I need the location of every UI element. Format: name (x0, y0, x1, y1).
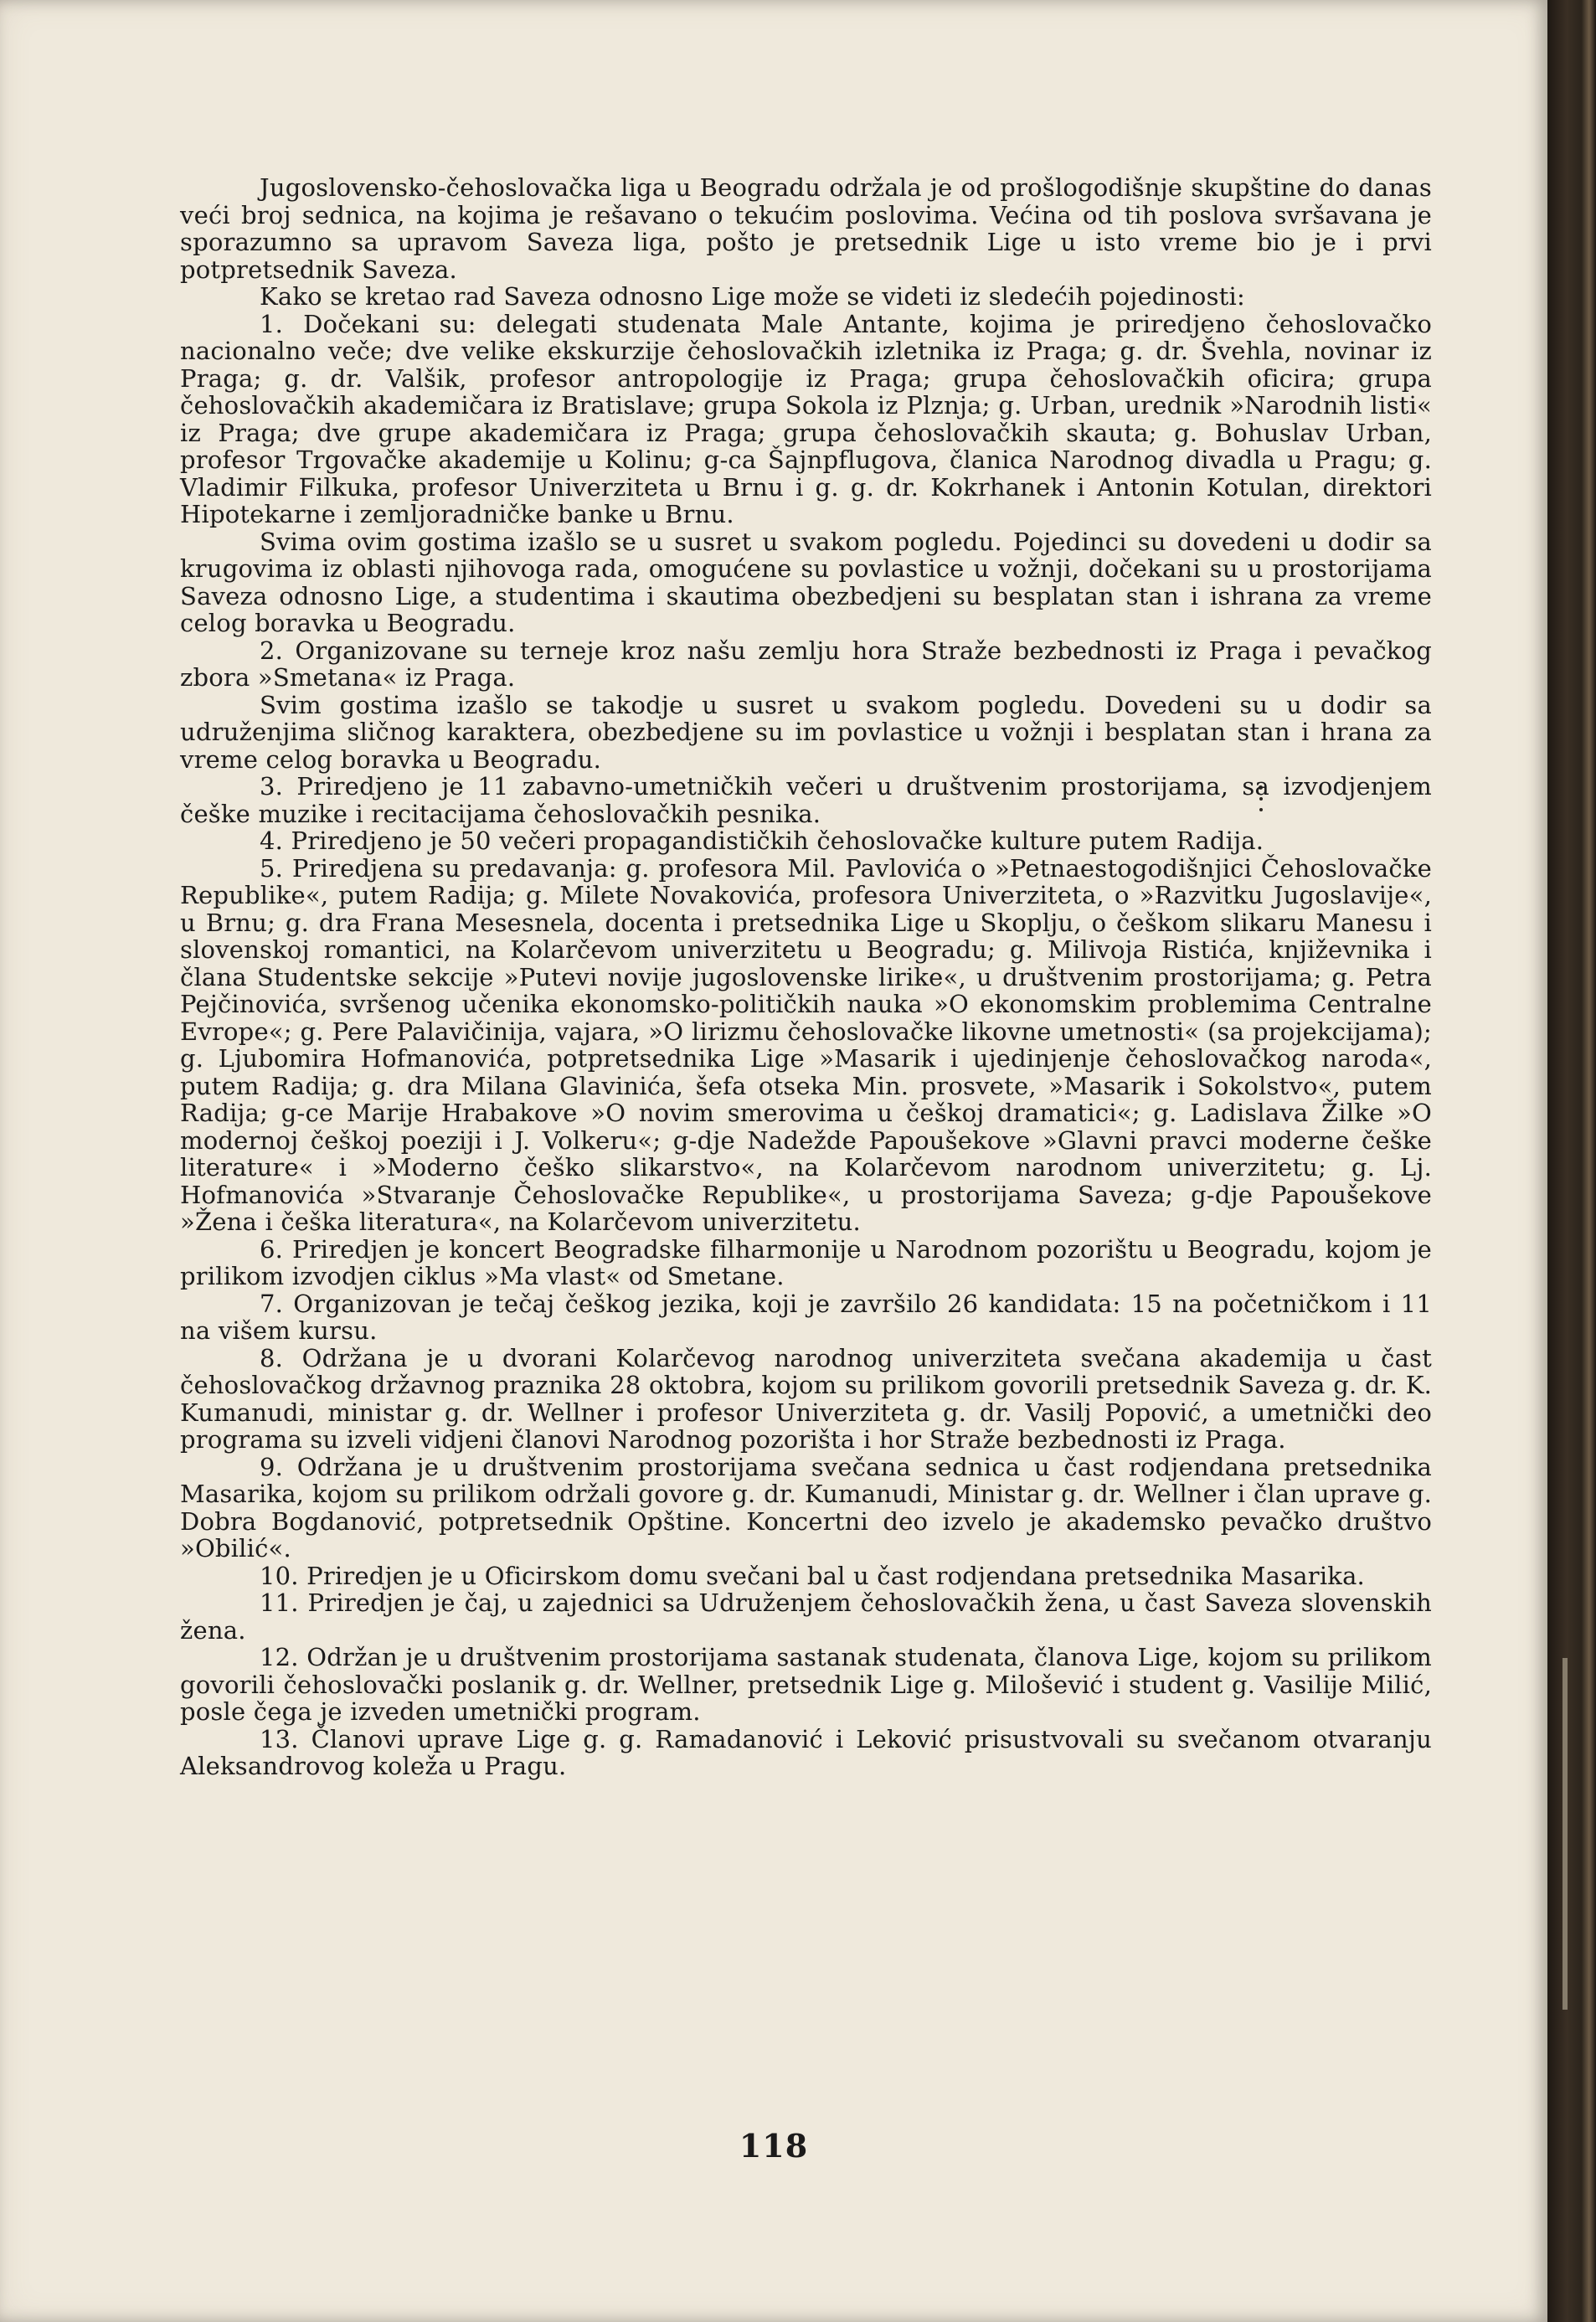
paragraph: 1. Dočekani su: delegati studenata Male Antante, kojima je priredjeno čehoslovačko nacionalno veče; dve velike ekskurzije čehoslovačkih izletnika iz Praga; g. dr. Švehla, novinar iz Praga; g. dr. Valšik, profesor antropologije iz Praga; grupa čehoslovačkih oficira; grupa čehoslovačkih akademičara iz Bratislave; grupa Sokola iz Plznja; g. Urban, urednik »Narodnih listi« iz Praga; dve grupe akademičara iz Praga; grupa čehoslovačkih skauta; g. Bohuslav Urban, profesor Trgovačke akademije u Kolinu; g-ca Šajnpflugova, članica Narodnog divadla u Pragu; g. Vladimir Filkuka, profesor Univerziteta u Brnu i g. g. dr. Kokrhanek i Antonin Kotulan, direktori Hipotekarne i zemljoradničke banke u Brnu. (180, 309, 1432, 528)
paragraph: Jugoslovensko-čehoslovačka liga u Beogradu održala je od prošlogodišnje skupštine do danas veći broj sednica, na kojima je rešavano o tekućim poslovima. Većina od tih poslova svršavana je sporazumno sa upravom Saveza liga, pošto je pretsednik Lige u isto vreme bio je i prvi potpretsednik Saveza. (180, 173, 1432, 284)
paragraph: 8. Održana je u dvorani Kolarčevog narodnog univerziteta svečana akademija u čast čehoslovačkog državnog praznika 28 oktobra, kojom su prilikom govorili pretsednik Saveza g. dr. K. Kumanudi, ministar g. dr. Wellner i profesor Univerziteta g. dr. Vasilj Popović, a umetnički deo programa su izveli vidjeni članovi Narodnog pozorišta i hor Straže bezbednosti iz Praga. (180, 1343, 1432, 1454)
page-edge-highlight (1563, 1658, 1568, 2010)
paragraph: 2. Organizovane su terneje kroz našu zemlju hora Straže bezbednosti iz Praga i pevačkog zbora »Smetana« iz Praga. (180, 636, 1432, 692)
paragraph: 6. Priredjen je koncert Beogradske filharmonije u Narodnom pozorištu u Beogradu, kojom je prilikom izvodjen ciklus »Ma vlast« od Smetane. (180, 1234, 1432, 1290)
paragraph: 12. Održan je u društvenim prostorijama sastanak studenata, članova Lige, kojom su prilikom govorili čehoslovački poslanik g. dr. Wellner, pretsednik Lige g. Milošević i student g. Vasilije Milić, posle čega je izveden umetnički program. (180, 1643, 1432, 1726)
paragraph: 10. Priredjen je u Oficirskom domu svečani bal u čast rodjendana pretsednika Masarika. (260, 1561, 1365, 1590)
paragraph: 4. Priredjeno je 50 večeri propagandističkih čehoslovačke kulture putem Radija. (260, 826, 1264, 855)
paragraph: 3. Priredjeno je 11 zabavno-umetničkih večeri u društvenim prostorijama, sa izvodjenjem češke muzike i recitacijama čehoslovačkih pesnika. (180, 772, 1432, 828)
paragraph: Svim gostima izašlo se takodje u susret u svakom pogledu. Dovedeni su u dodir sa udruženjima sličnog karaktera, obezbedjene su im povlastice u vožnji i besplatan stan i hrana za vreme celog boravka u Beogradu. (180, 690, 1432, 774)
paragraph: 7. Organizovan je tečaj češkog jezika, koji je završilo 26 kandidata: 15 na početničkom i 11 na višem kursu. (180, 1289, 1432, 1345)
paragraph: 5. Priredjena su predavanja: g. profesora Mil. Pavlovića o »Petnaestogodišnjici Čehoslovačke Republike«, putem Radija; g. Milete Novakovića, profesora Univerziteta, o »Razvitku Jugoslavije«, u Brnu; g. dra Frana Mesesnela, docenta i pretsednika Lige u Skoplju, o češkom slikaru Manesu i slovenskoj romantici, na Kolarčevom univerzitetu u Beogradu; g. Milivoja Ristića, književnika i člana Studentske sekcije »Putevi novije jugoslovenske lirike«, u društvenim prostorijama; g. Petra Pejčinovića, svršenog učenika ekonomsko-političkih nauka »O ekonomskim problemima Centralne Evrope«; g. Pere Palavičinija, vajara, »O lirizmu čehoslovačke likovne umetnosti« (sa projekcijama); g. Ljubomira Hofmanovića, potpretsednika Lige »Masarik i ujedinjenje čehoslovačkog naroda«, putem Radija; g. dra Milana Glavinića, šefa otseka Min. prosvete, »Masarik i Sokolstvo«, putem Radija; g-ce Marije Hrabakove »O novim smerovima u češkoj dramatici«; g. Ladislava Žilke »O modernoj češkoj poeziji i J. Volkeru«; g-dje Nadežde Papoušekove »Glavni pravci moderne češke literature« i »Moderno češko slikarstvo«, na Kolarčevom narodnom univerzitetu; g. Lj. Hofmanovića »Stvaranje Čehoslovačke Republike«, u prostorijama Saveza; g-dje Papoušekove »Žena i češka literatura«, na Kolarčevom univerzitetu. (180, 853, 1432, 1236)
book-spine-edge (1547, 0, 1596, 2322)
paragraph: Svima ovim gostima izašlo se u susret u svakom pogledu. Pojedinci su dovedeni u dodir sa krugovima iz oblasti njihovoga rada, omogućene su povlastice u vožnji, dočekani su u prostorijama Saveza odnosno Lige, a studentima i skautima obezbedjeni su besplatan stan i ishrana za vreme celog boravka u Beogradu. (180, 527, 1432, 637)
page-number: 118 (739, 2127, 809, 2165)
paragraph: 11. Priredjen je čaj, u zajednici sa Udruženjem čehoslovačkih žena, u čast Saveza slovenskih žena. (180, 1588, 1432, 1645)
paragraph: 9. Održana je u društvenim prostorijama svečana sednica u čast rodjendana pretsednika Masarika, kojom su prilikom održali govore g. dr. Kumanudi, Ministar g. dr. Wellner i član uprave g. Dobra Bogdanović, potpretsednik Opštine. Koncertni deo izvelo je akademsko pevačko društvo »Obilić«. (180, 1452, 1432, 1563)
paragraph: 13. Članovi uprave Lige g. g. Ramadanović i Leković prisustvovali su svečanom otvaranju Aleksandrovog koleža u Pragu. (180, 1724, 1432, 1780)
paragraph: Kako se kretao rad Saveza odnosno Lige može se videti iz sledećih pojedinosti: (260, 282, 1245, 311)
body-text (180, 174, 1432, 1780)
